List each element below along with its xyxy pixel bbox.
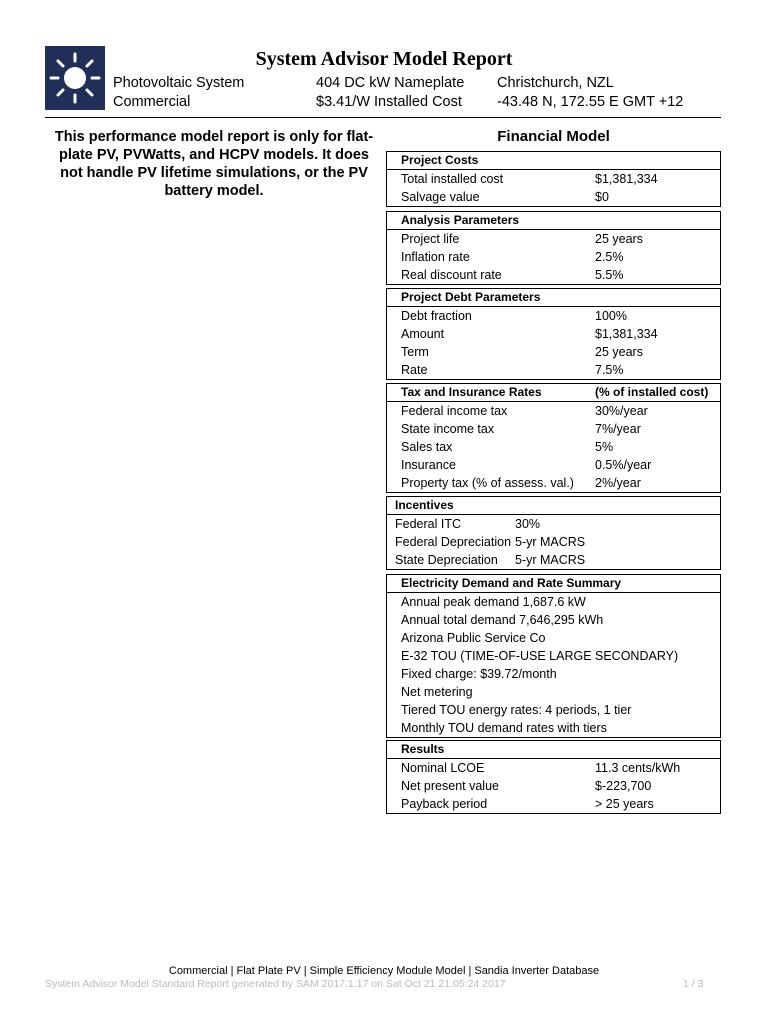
list-item: Fixed charge: $39.72/month xyxy=(401,667,557,681)
analysis-parameters-header: Analysis Parameters xyxy=(387,212,720,230)
table-row: Federal ITC 30% xyxy=(395,517,541,531)
table-row: Real discount rate 5.5% xyxy=(401,268,624,282)
results-header: Results xyxy=(387,741,720,759)
header-divider xyxy=(45,117,721,118)
incentives-header: Incentives xyxy=(387,497,720,515)
list-item: Tiered TOU energy rates: 4 periods, 1 tier xyxy=(401,703,632,717)
report-title: System Advisor Model Report xyxy=(255,48,513,70)
system-type: Photovoltaic System xyxy=(113,75,245,91)
list-item: E-32 TOU (TIME-OF-USE LARGE SECONDARY) xyxy=(401,649,679,663)
project-costs-box xyxy=(386,151,721,207)
location: Christchurch, NZL xyxy=(497,75,614,91)
list-item: Net metering xyxy=(401,685,473,699)
table-row: Sales tax 5% xyxy=(401,440,614,454)
list-item: Arizona Public Service Co xyxy=(401,631,546,645)
sector: Commercial xyxy=(113,94,191,110)
incentives-box xyxy=(386,496,721,570)
list-item: Monthly TOU demand rates with tiers xyxy=(401,721,607,735)
coordinates: -43.48 N, 172.55 E GMT +12 xyxy=(497,94,684,110)
table-row: Debt fraction 100% xyxy=(401,309,627,323)
table-row: Amount $1,381,334 xyxy=(401,327,658,341)
table-row: Inflation rate 2.5% xyxy=(401,250,624,264)
debt-parameters-header: Project Debt Parameters xyxy=(387,289,720,307)
tax-insurance-box xyxy=(386,383,721,493)
electricity-demand-header: Electricity Demand and Rate Summary xyxy=(387,575,720,593)
table-row: Total installed cost $1,381,334 xyxy=(401,172,658,186)
report-footer-generated: System Advisor Model Standard Report generated by SAM 2017.1.17 on Sat Oct 21 21:05:24 2017 xyxy=(45,978,506,990)
electricity-demand-box xyxy=(386,574,721,738)
table-row: Rate 7.5% xyxy=(401,363,624,377)
financial-model-title: Financial Model xyxy=(497,128,610,145)
table-row: Insurance 0.5%/year xyxy=(401,458,652,472)
analysis-parameters-box xyxy=(386,211,721,285)
debt-parameters-box xyxy=(386,288,721,380)
page-number: 1 / 3 xyxy=(683,978,704,990)
list-item: Annual peak demand 1,687.6 kW xyxy=(401,595,586,609)
tax-insurance-header: Tax and Insurance Rates (% of installed cost) xyxy=(387,384,720,402)
table-row: Term 25 years xyxy=(401,345,643,359)
installed-cost: $3.41/W Installed Cost xyxy=(316,94,462,110)
table-row: Nominal LCOE 11.3 cents/kWh xyxy=(401,761,681,775)
project-costs-header: Project Costs xyxy=(387,152,720,170)
table-row: State income tax 7%/year xyxy=(401,422,641,436)
table-row: Payback period > 25 years xyxy=(401,797,654,811)
tax-insurance-subheader: (% of installed cost) xyxy=(595,385,709,399)
table-row: Property tax (% of assess. val.) 2%/year xyxy=(401,476,641,490)
report-footer-summary: Commercial | Flat Plate PV | Simple Efficiency Module Model | Sandia Inverter Database xyxy=(168,965,600,977)
model-notice: This performance model report is only for flat-plate PV, PVWatts, and HCPV models. It does not handle PV lifetime simulations, or the PV battery model. xyxy=(54,129,374,199)
table-row: State Depreciation 5-yr MACRS xyxy=(395,553,586,567)
table-row: Salvage value $0 xyxy=(401,190,609,204)
list-item: Annual total demand 7,646,295 kWh xyxy=(401,613,604,627)
results-box xyxy=(386,740,721,814)
nameplate-capacity: 404 DC kW Nameplate xyxy=(316,75,465,91)
table-row: Project life 25 years xyxy=(401,232,643,246)
table-row: Net present value $-223,700 xyxy=(401,779,652,793)
table-row: Federal income tax 30%/year xyxy=(401,404,648,418)
table-row: Federal Depreciation 5-yr MACRS xyxy=(395,535,586,549)
